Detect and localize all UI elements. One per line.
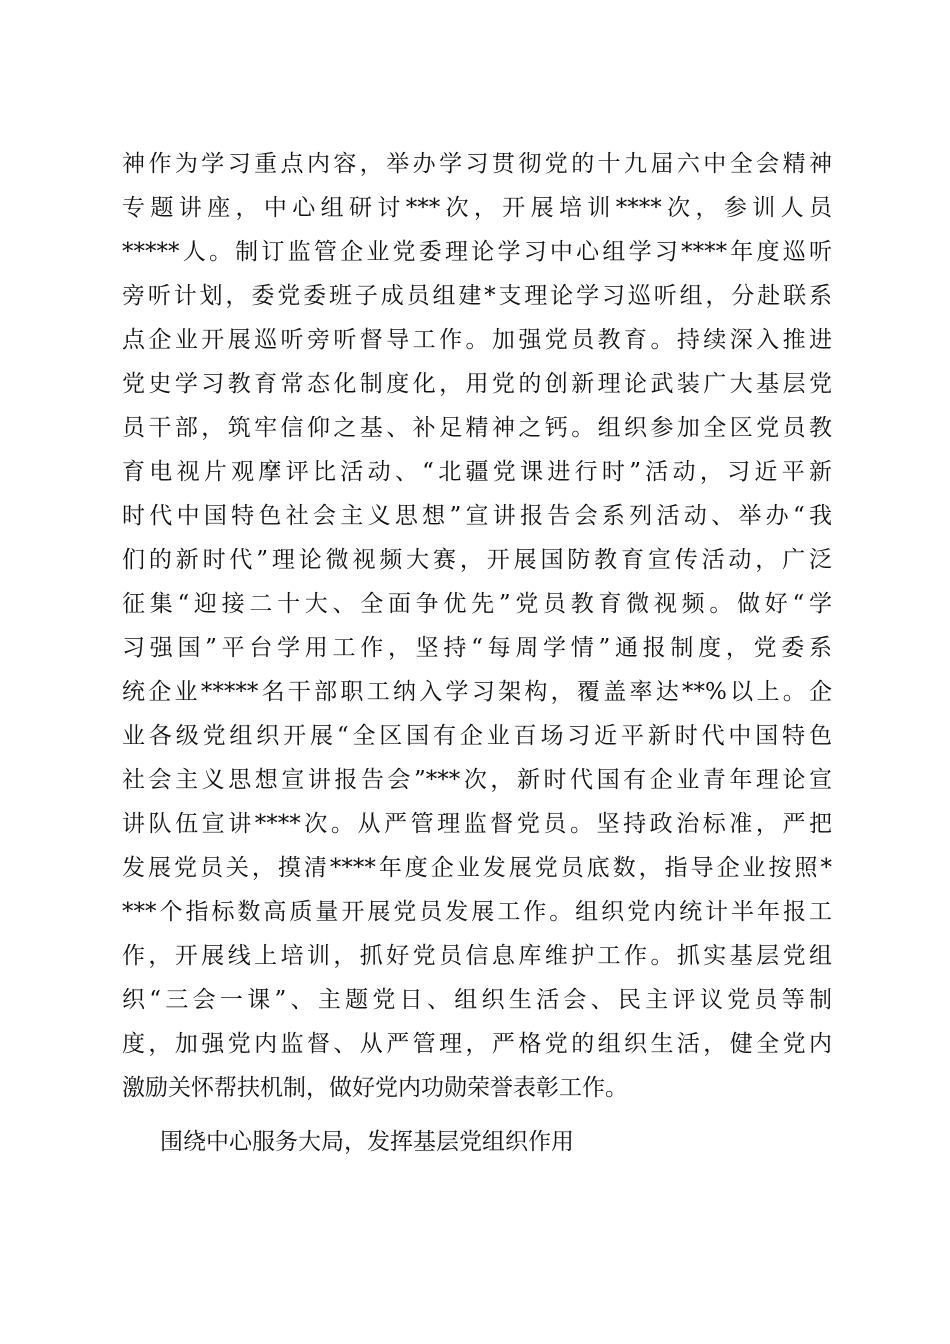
paragraph-line: 社会主义思想宣讲报告会”***次，新时代国有企业青年理论宣 — [122, 767, 832, 793]
paragraph-line: 作，开展线上培训，抓好党员信息库维护工作。抓实基层党组 — [122, 943, 832, 969]
paragraph-line: 育电视片观摩评比活动、“北疆党课进行时”活动，习近平新 — [122, 459, 832, 485]
paragraph-line: 员干部，筑牢信仰之基、补足精神之钙。组织参加全区党员教 — [122, 415, 832, 441]
paragraph-line: 织“三会一课”、主题党日、组织生活会、民主评议党员等制 — [122, 987, 832, 1013]
paragraph-line: *****人。制订监管企业党委理论学习中心组学习****年度巡听 — [122, 239, 832, 265]
paragraph-line: 激励关怀帮扶机制，做好党内功勋荣誉表彰工作。 — [122, 1075, 628, 1101]
paragraph-line: 旁听计划，委党委班子成员组建*支理论学习巡听组，分赴联系 — [122, 283, 832, 309]
paragraph-line: 习强国”平台学用工作，坚持“每周学情”通报制度，党委系 — [122, 635, 832, 661]
paragraph-line: 业各级党组织开展“全区国有企业百场习近平新时代中国特色 — [122, 723, 832, 749]
paragraph-line: 点企业开展巡听旁听督导工作。加强党员教育。持续深入推进 — [122, 327, 832, 353]
paragraph-line: 发展党员关，摸清****年度企业发展党员底数，指导企业按照* — [122, 855, 832, 881]
paragraph-line: 讲队伍宣讲****次。从严管理监督党员。坚持政治标准，严把 — [122, 811, 832, 837]
paragraph-line: 统企业*****名干部职工纳入学习架构，覆盖率达**%以上。企 — [122, 679, 832, 705]
paragraph-line: ***个指标数高质量开展党员发展工作。组织党内统计半年报工 — [122, 899, 832, 925]
paragraph-line: 们的新时代”理论微视频大赛，开展国防教育宣传活动，广泛 — [122, 547, 832, 573]
paragraph-line: 专题讲座，中心组研讨***次，开展培训****次，参训人员 — [122, 195, 832, 221]
paragraph-line: 时代中国特色社会主义思想”宣讲报告会系列活动、举办“我 — [122, 503, 832, 529]
paragraph-line: 征集“迎接二十大、全面争优先”党员教育微视频。做好“学 — [122, 591, 832, 617]
paragraph-line: 神作为学习重点内容，举办学习贯彻党的十九届六中全会精神 — [122, 151, 832, 177]
paragraph-line: 党史学习教育常态化制度化，用党的创新理论武装广大基层党 — [122, 371, 832, 397]
section-heading: 围绕中心服务大局，发挥基层党组织作用 — [160, 1129, 574, 1155]
paragraph-line: 度，加强党内监督、从严管理，严格党的组织生活，健全党内 — [122, 1031, 832, 1057]
body-paragraph — [122, 142, 832, 1110]
